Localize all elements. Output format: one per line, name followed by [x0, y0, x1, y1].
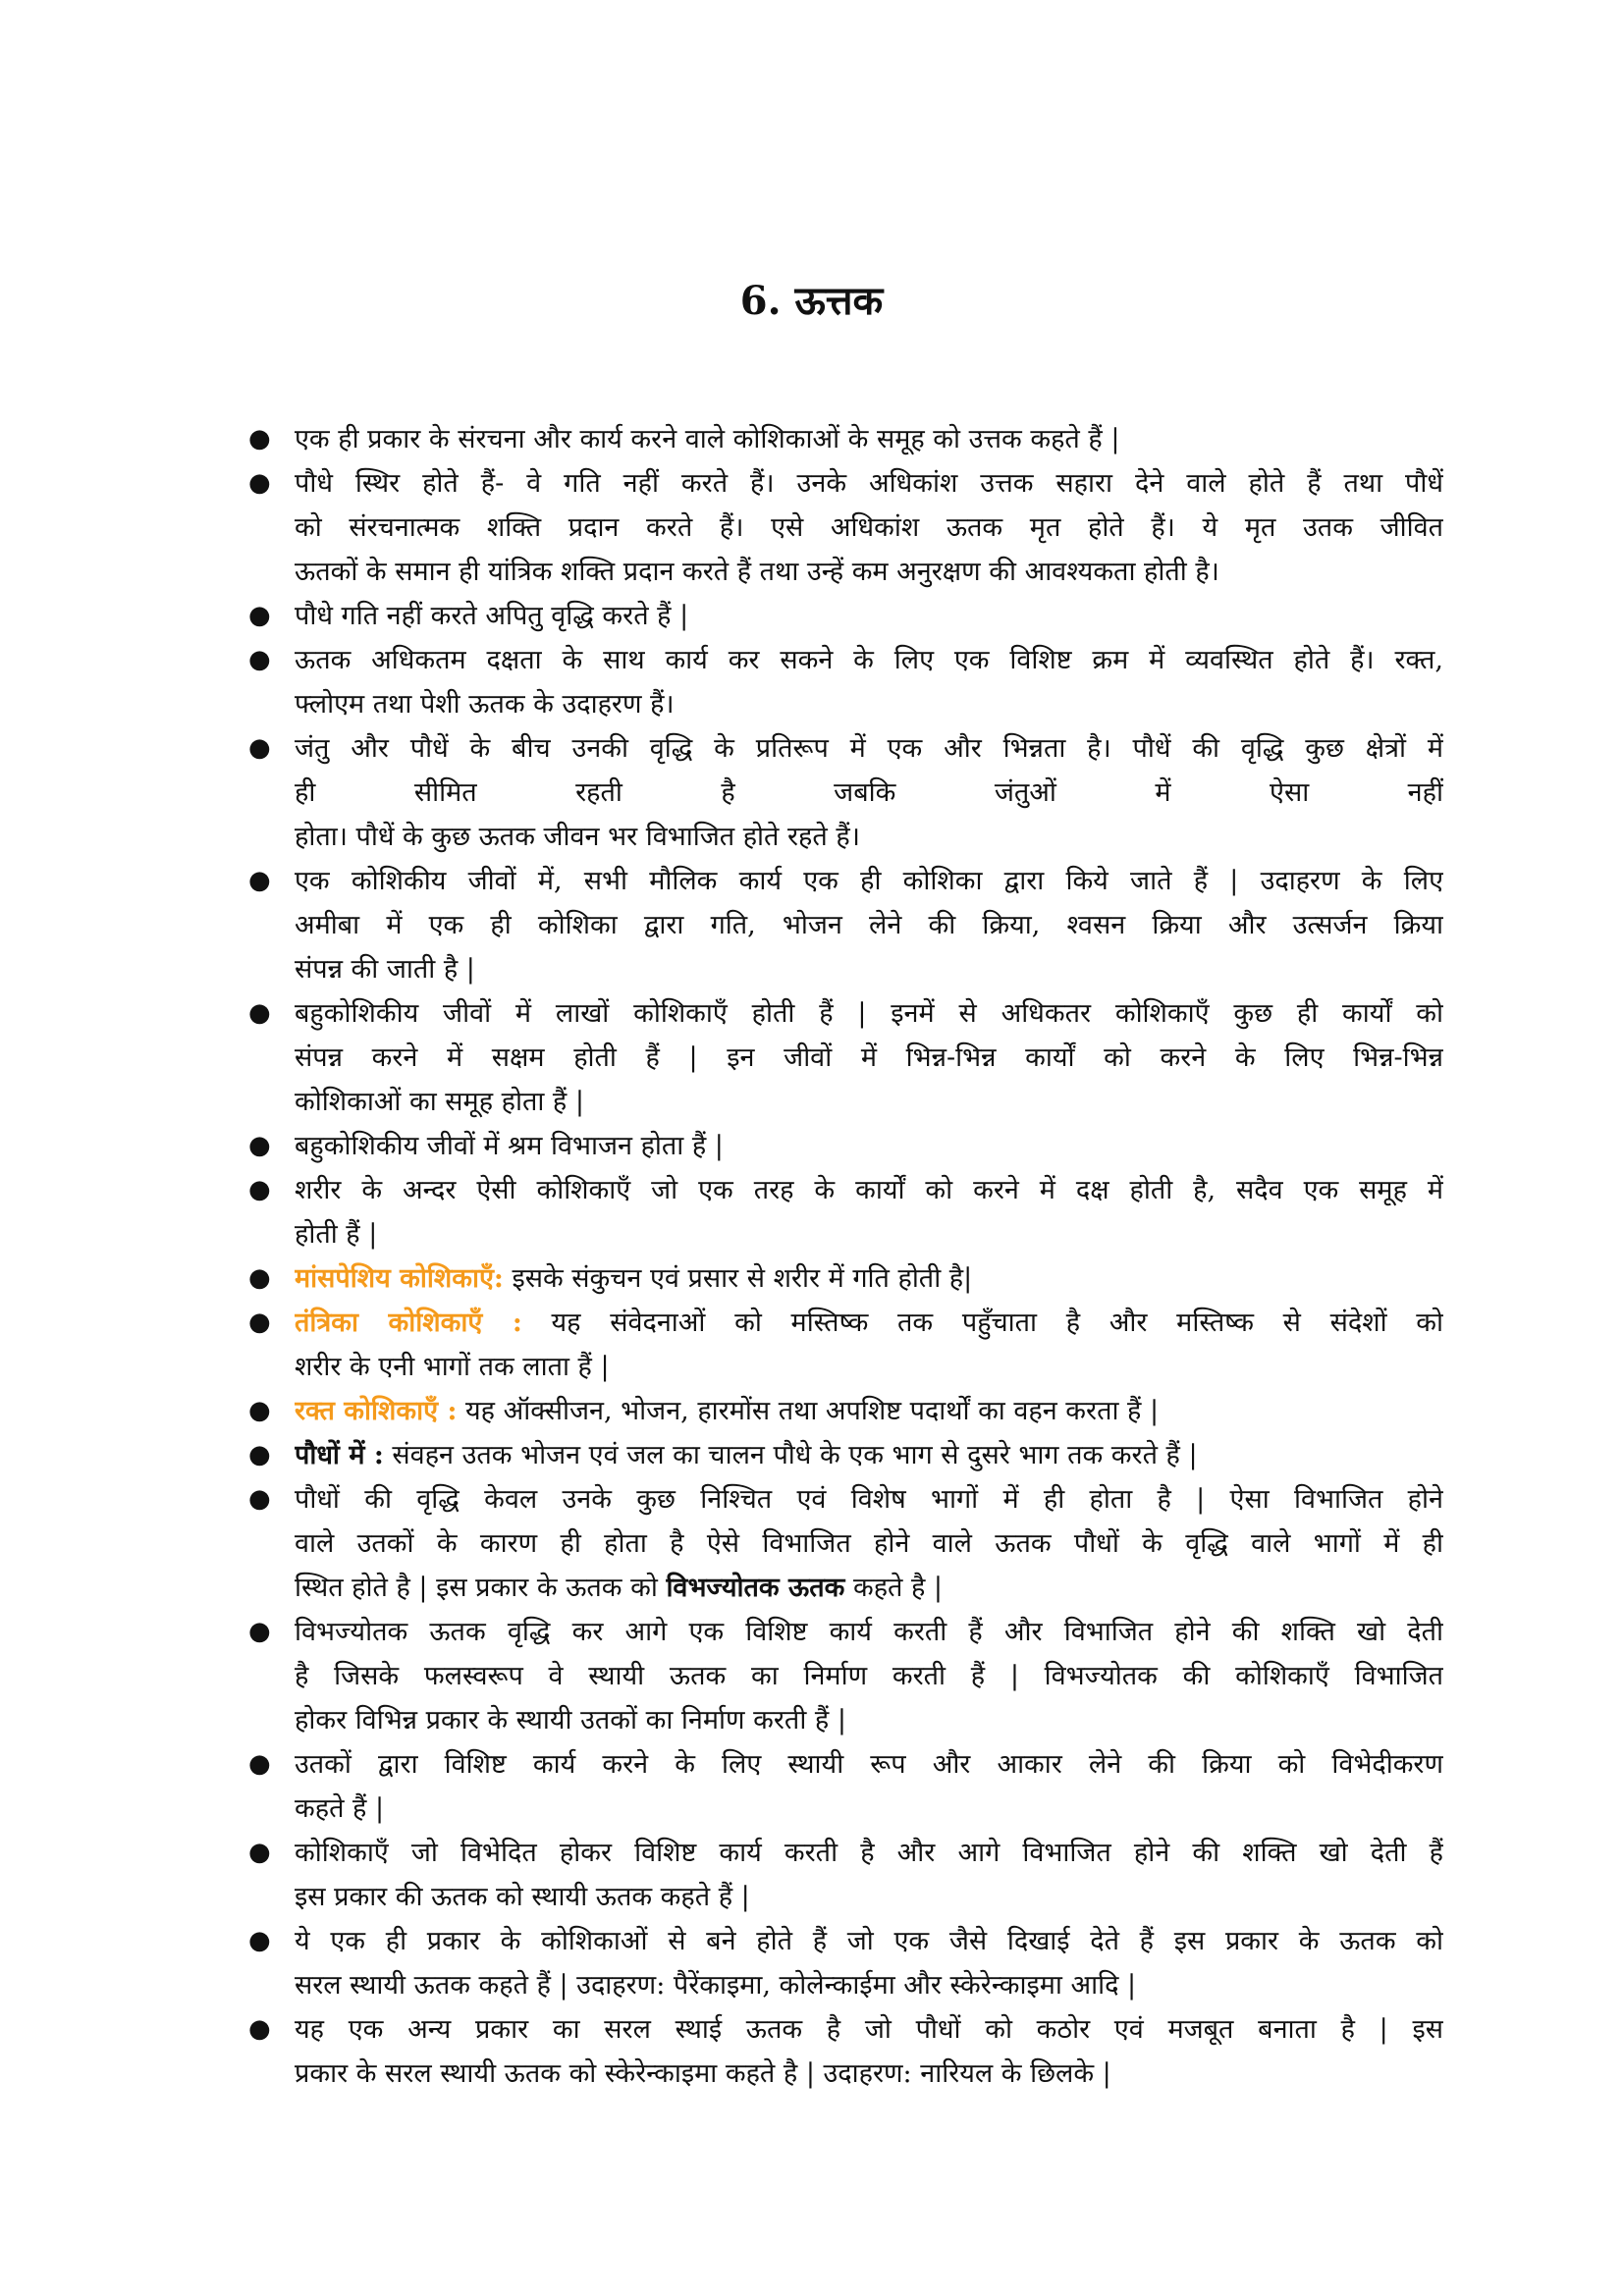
text-segment: ऊतक अधिकतम दक्षता के साथ कार्य कर सकने के लिए एक विशिष्ट क्रम में व्यवस्थित होते हैं। रक्त,	[295, 645, 1443, 675]
text-line	[295, 1124, 1443, 1168]
list-item	[241, 594, 1443, 638]
text-segment: होता। पौधें के कुछ ऊतक जीवन भर विभाजित होते रहते हैं।	[295, 822, 860, 852]
text-segment: कहते है |	[844, 1573, 944, 1603]
text-segment: पौधे स्थिर होते हैं- वे गति नहीं करते हैं। उनके अधिकांश उत्तक सहारा देने वाले होते हैं तथा पौधें	[295, 468, 1443, 499]
text-line	[295, 1345, 1443, 1389]
text-segment: स्थित होते है | इस प्रकार के ऊतक को	[295, 1573, 667, 1603]
text-segment: एक ही प्रकार के संरचना और कार्य करने वाले कोशिकाओं के समूह को उत्तक कहते हैं |	[295, 424, 1120, 454]
text-segment: यह ऑक्सीजन, भोजन, हारमोंस तथा अपशिष्ट पदार्थों का वहन करता हैं |	[457, 1396, 1160, 1426]
text-line	[295, 726, 1443, 771]
text-segment: एक कोशिकीय जीवों में, सभी मौलिक कार्य एक ही कोशिका द्वारा किये जाते हैं | उदाहरण के लिए	[295, 866, 1443, 896]
bullet-icon: ●	[248, 866, 271, 895]
text-line	[295, 1875, 1443, 1919]
list-item	[241, 1610, 1443, 1742]
text-segment: पौधे गति नहीं करते अपितु वृद्धि करते हैं |	[295, 601, 689, 631]
list-item	[241, 2007, 1443, 2096]
text-segment: संपन्न की जाती है |	[295, 954, 475, 985]
text-segment: विभज्योतक ऊतक वृद्धि कर आगे एक विशिष्ट कार्य करती हैं और विभाजित होने की शक्ति खो देती	[295, 1617, 1443, 1647]
text-segment: होती हैं |	[295, 1219, 378, 1250]
bullet-icon: ●	[248, 645, 271, 674]
bullet-icon: ●	[248, 468, 271, 498]
text-segment: सरल स्थायी ऊतक कहते हैं | उदाहरण: पैरेंकाइमा, कोलेन्काईमा और स्केरेन्काइमा आदि |	[295, 1970, 1137, 2001]
bullet-icon: ●	[248, 2014, 271, 2044]
text-segment: फ्लोएम तथा पेशी ऊतक के उदाहरण हैं।	[295, 689, 675, 720]
text-line	[295, 594, 1443, 638]
text-line	[295, 947, 1443, 991]
text-line	[295, 991, 1443, 1036]
text-segment: अमीबा में एक ही कोशिका द्वारा गति, भोजन लेने की क्रिया, श्वसन क्रिया और उत्सर्जन क्रिया	[295, 910, 1443, 940]
text-line	[295, 1610, 1443, 1654]
text-line	[295, 1168, 1443, 1212]
text-segment: इसके संकुचन एवं प्रसार से शरीर में गति होती है|	[503, 1263, 973, 1294]
text-line	[295, 682, 1443, 726]
bullet-icon: ●	[248, 424, 271, 454]
text-line	[295, 1256, 1443, 1301]
highlighted-term: रक्त कोशिकाएँ :	[295, 1396, 458, 1426]
bullet-icon: ●	[248, 1131, 271, 1160]
bullet-icon: ●	[248, 998, 271, 1028]
text-line	[295, 461, 1443, 506]
text-line	[295, 1433, 1443, 1477]
text-line	[295, 771, 1443, 815]
text-line	[295, 1389, 1443, 1433]
list-item	[241, 461, 1443, 594]
list-item	[241, 991, 1443, 1124]
text-segment: होकर विभिन्न प्रकार के स्थायी उतकों का निर्माण करती हैं |	[295, 1705, 846, 1735]
text-segment: कोशिकाओं का समूह होता हैं |	[295, 1087, 584, 1117]
text-line	[295, 1654, 1443, 1698]
text-line	[295, 815, 1443, 859]
bullet-icon: ●	[248, 1396, 271, 1425]
text-segment: संपन्न करने में सक्षम होती हैं | इन जीवों में भिन्न-भिन्न कार्यों को करने के लिए भिन्न-भिन्न	[295, 1042, 1443, 1073]
list-item	[241, 417, 1443, 461]
text-segment: शरीर के एनी भागों तक लाता हैं |	[295, 1352, 610, 1382]
list-item	[241, 1256, 1443, 1301]
text-segment: ये एक ही प्रकार के कोशिकाओं से बने होते हैं जो एक जैसे दिखाई देते हैं इस प्रकार के ऊतक को	[295, 1926, 1443, 1956]
bullet-icon: ●	[248, 1484, 271, 1514]
text-segment: संवहन उतक भोजन एवं जल का चालन पौधे के एक भाग से दुसरे भाग तक करते हैं |	[383, 1440, 1198, 1470]
text-segment: शरीर के अन्दर ऐसी कोशिकाएँ जो एक तरह के कार्यों को करने में दक्ष होती है, सदैव एक समूह में	[295, 1175, 1443, 1205]
bullet-icon: ●	[248, 1440, 271, 1469]
text-line	[295, 1566, 1443, 1610]
list-item	[241, 1919, 1443, 2007]
text-line	[295, 1080, 1443, 1124]
text-segment: है जिसके फलस्वरूप वे स्थायी ऊतक का निर्माण करती हैं | विभज्योतक की कोशिकाएँ विभाजित	[295, 1661, 1443, 1691]
list-item	[241, 859, 1443, 991]
list-item	[241, 726, 1443, 859]
text-line	[295, 1522, 1443, 1566]
bullet-icon: ●	[248, 1175, 271, 1204]
text-segment: ऊतकों के समान ही यांत्रिक शक्ति प्रदान करते हैं तथा उन्हें कम अनुरक्षण की आवश्यकता होती है।	[295, 557, 1219, 587]
text-line	[295, 903, 1443, 947]
text-line	[295, 1963, 1443, 2007]
list-item	[241, 1433, 1443, 1477]
bullet-icon: ●	[248, 733, 271, 763]
bullet-icon: ●	[248, 1838, 271, 1867]
text-segment: कहते हैं |	[295, 1793, 385, 1824]
list-item	[241, 1168, 1443, 1256]
list-item	[241, 1831, 1443, 1919]
text-line	[295, 1036, 1443, 1080]
text-line	[295, 2007, 1443, 2052]
text-segment: बहुकोशिकीय जीवों में लाखों कोशिकाएँ होती हैं | इनमें से अधिकतर कोशिकाएँ कुछ ही कार्यों को	[295, 998, 1443, 1029]
text-line	[295, 1787, 1443, 1831]
text-line	[295, 506, 1443, 550]
bullet-icon: ●	[248, 1308, 271, 1337]
list-item	[241, 1301, 1443, 1389]
bullet-icon: ●	[248, 1617, 271, 1646]
bullet-icon: ●	[248, 1263, 271, 1293]
text-segment: ही सीमित रहती है जबकि जंतुओं में ऐसा नहीं	[295, 777, 1443, 808]
text-segment: पौधों की वृद्धि केवल उनके कुछ निश्चित एवं विशेष भागों में ही होता है | ऐसा विभाजित होने	[295, 1484, 1443, 1515]
text-line	[295, 1212, 1443, 1256]
text-segment: इस प्रकार की ऊतक को स्थायी ऊतक कहते हैं |	[295, 1882, 750, 1912]
highlighted-term: तंत्रिका कोशिकाएँ :	[295, 1308, 522, 1338]
text-line	[295, 2052, 1443, 2096]
text-segment: उतकों द्वारा विशिष्ट कार्य करने के लिए स्थायी रूप और आकार लेने की क्रिया को विभेदीकरण	[295, 1749, 1443, 1780]
text-line	[295, 1742, 1443, 1787]
list-item	[241, 638, 1443, 726]
text-line	[295, 1919, 1443, 1963]
list-item	[241, 1477, 1443, 1610]
bullet-icon: ●	[248, 1926, 271, 1955]
list-item	[241, 1124, 1443, 1168]
text-line	[295, 859, 1443, 903]
bullet-icon: ●	[248, 601, 271, 630]
highlighted-term: मांसपेशिय कोशिकाएँ:	[295, 1263, 504, 1294]
bold-term: पौधों में :	[295, 1440, 384, 1470]
text-line	[295, 1831, 1443, 1875]
text-line	[295, 1477, 1443, 1522]
text-segment: वाले उतकों के कारण ही होता है ऐसे विभाजित होने वाले ऊतक पौधों के वृद्धि वाले भागों में ही	[295, 1528, 1443, 1559]
text-line	[295, 1301, 1443, 1345]
text-segment: को संरचनात्मक शक्ति प्रदान करते हैं। एसे अधिकांश ऊतक मृत होते हैं। ये मृत उतक जीवित	[295, 512, 1443, 543]
text-line	[295, 417, 1443, 461]
text-segment: यह एक अन्य प्रकार का सरल स्थाई ऊतक है जो पौधों को कठोर एवं मजबूत बनाता है | इस	[295, 2014, 1443, 2045]
bold-term: विभज्योतक ऊतक	[666, 1573, 845, 1603]
text-segment: जंतु और पौधें के बीच उनकी वृद्धि के प्रतिरूप में एक और भिन्नता है। पौधें की वृद्धि कुछ क्षेत्रों में	[295, 733, 1443, 764]
bullet-icon: ●	[248, 1749, 271, 1779]
bullet-list	[241, 417, 1443, 2096]
text-segment: प्रकार के सरल स्थायी ऊतक को स्केरेन्काइमा कहते है | उदाहरण: नारियल के छिलके |	[295, 2058, 1111, 2089]
text-segment: कोशिकाएँ जो विभेदित होकर विशिष्ट कार्य करती है और आगे विभाजित होने की शक्ति खो देती हैं	[295, 1838, 1443, 1868]
page-title: 6. ऊत्तक	[739, 277, 884, 324]
text-line	[295, 550, 1443, 594]
text-segment: यह संवेदनाओं को मस्तिष्क तक पहुँचाता है और मस्तिष्क से संदेशों को	[521, 1308, 1443, 1338]
list-item	[241, 1742, 1443, 1831]
text-segment: बहुकोशिकीय जीवों में श्रम विभाजन होता हैं |	[295, 1131, 724, 1161]
list-item	[241, 1389, 1443, 1433]
text-line	[295, 1698, 1443, 1742]
text-line	[295, 638, 1443, 682]
